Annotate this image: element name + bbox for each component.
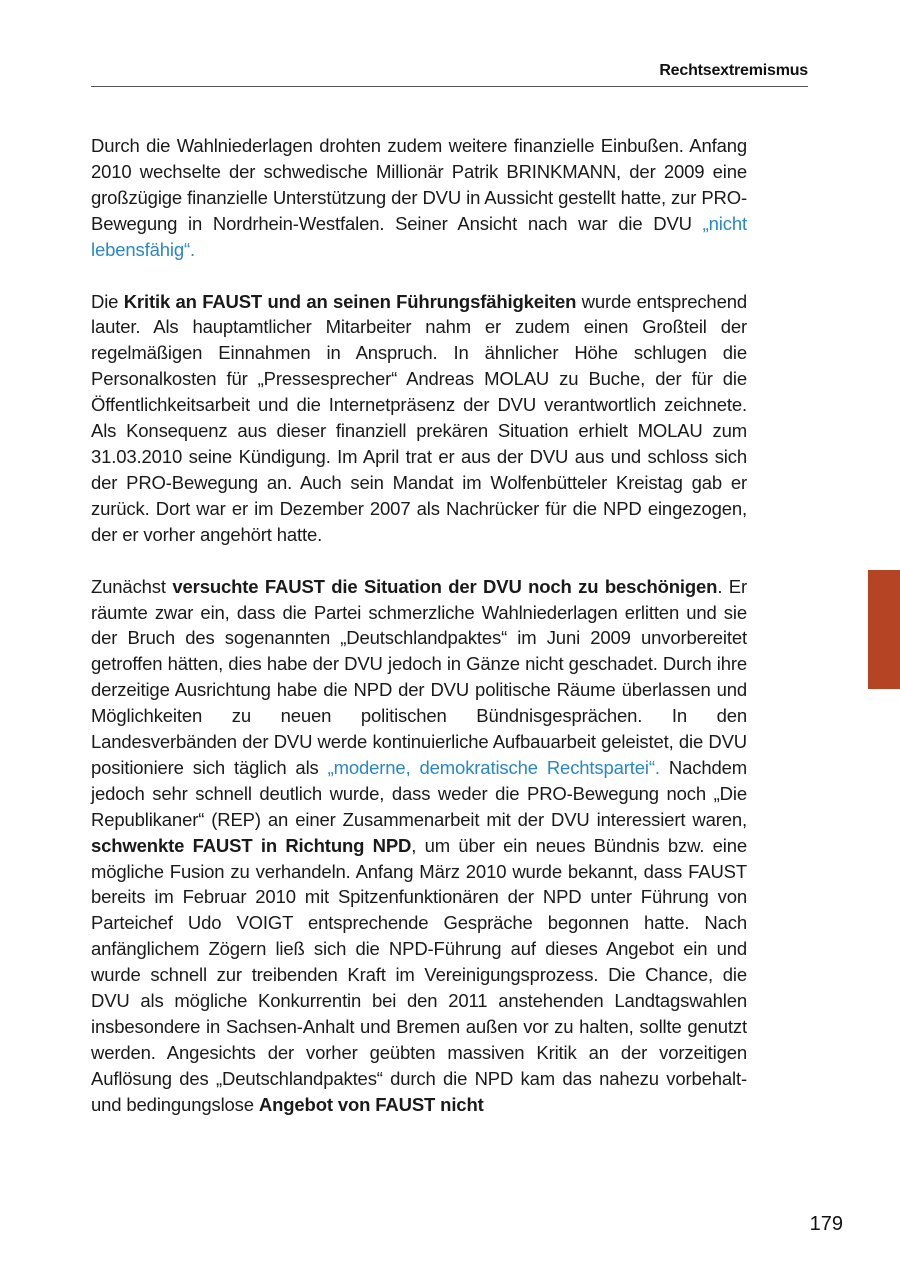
paragraph-2-text-start: Die [91, 290, 124, 312]
paragraph-3-emphasis-1: versuchte FAUST die Situation der DVU noch zu beschönigen [172, 575, 718, 597]
paragraph-3-emphasis-3: Angebot von FAUST nicht [258, 1093, 484, 1115]
paragraph-2 [91, 289, 747, 548]
header-title: Rechtsextremismus [659, 62, 808, 79]
page-number: 179 [809, 1213, 843, 1235]
paragraph-2-emphasis: Kritik an FAUST und an seinen Führungsfähigkeiten [123, 290, 577, 312]
paragraph-3-text-4: , um über ein neues Bündnis bzw. eine mögliche Fusion zu verhandeln. Anfang März 2010 wurde bekannt, dass FAUST bereits im Februar 2010 mit Spitzenfunktionären der NPD unter Führung von Parteichef Udo VOIGT entsprechende Gespräche begonnen hatte. Nach anfänglichem Zögern ließ sich die NPD-Führung auf dieses Angebot ein und wurde schnell zur treibenden Kraft im Vereinigungsprozess. Die Chance, die DVU als mögliche Konkurrentin bei den 2011 anstehenden Landtagswahlen insbesondere in Sachsen-Anhalt und Bremen außen vor zu halten, sollte genutzt werden. Angesichts der vorher geübten massiven Kritik an der vorzeitigen Auflösung des „Deutschlandpaktes“ durch die NPD kam das nahezu vorbehalt- und bedingungslose [91, 834, 747, 1115]
quote-moderne-rechtspartei: „moderne, demokratische Rechtspartei“. [327, 756, 660, 778]
paragraph-3-text-1: Zunächst [91, 575, 173, 597]
paragraph-3-text-2: . Er räumte zwar ein, dass die Partei schmerzliche Wahlniederlagen erlitten und sie der Bruch des sogenannten „Deutschlandpaktes“ im Juni 2009 unvorbereitet getroffen hätten, dies habe der DVU jedoch in Gänze nicht geschadet. Durch ihre derzeitige Ausrichtung habe die NPD der DVU politische Räume überlassen und Möglichkeiten zu neuen politischen Bündnisgesprächen. In den Landesverbänden der DVU werde kontinuierliche Aufbauarbeit geleistet, die DVU positioniere sich täglich als [91, 575, 747, 778]
paragraph-3-emphasis-2: schwenkte FAUST in Richtung NPD [91, 834, 412, 856]
quote-nicht-lebensfaehig: „nicht lebensfähig“. [91, 212, 747, 260]
paragraph-3 [91, 574, 747, 1118]
paragraph-2-text-end: wurde entsprechend lauter. Als hauptamtlicher Mitarbeiter nahm er zudem einen Großteil der regelmäßigen Einnahmen in Anspruch. In ähnlicher Höhe schlugen die Personalkosten für „Pressesprecher“ Andreas MOLAU zu Buche, der für die Öffentlichkeitsarbeit und die Internetpräsenz der DVU verantwortlich zeichnete. Als Konsequenz aus dieser finanziell prekären Situation erhielt MOLAU zum 31.03.2010 seine Kündigung. Im April trat er aus der DVU aus und schloss sich der PRO-Bewegung an. Auch sein Mandat im Wolfenbütteler Kreistag gab er zurück. Dort war er im Dezember 2007 als Nachrücker für die NPD eingezogen, der er vorher angehört hatte. [91, 290, 747, 545]
paragraph-1-text: Durch die Wahlniederlagen drohten zudem weitere finanzielle Einbußen. Anfang 2010 wechselte der schwedische Millionär Patrik BRINKMANN, der 2009 eine großzügige finanzielle Unterstützung der DVU in Aussicht gestellt hatte, zur PRO-Bewegung in Nordrhein-Westfalen. Seiner Ansicht nach war die DVU [91, 135, 747, 234]
chapter-side-tab [868, 570, 900, 689]
paragraph-3-text-3: Nachdem jedoch sehr schnell deutlich wurde, dass weder die PRO-Bewegung noch „Die Republikaner“ (REP) an einer Zusammenarbeit mit der DVU interessiert waren, [91, 756, 747, 830]
running-header [91, 60, 808, 87]
body-text [91, 133, 747, 1144]
paragraph-1 [91, 133, 747, 263]
